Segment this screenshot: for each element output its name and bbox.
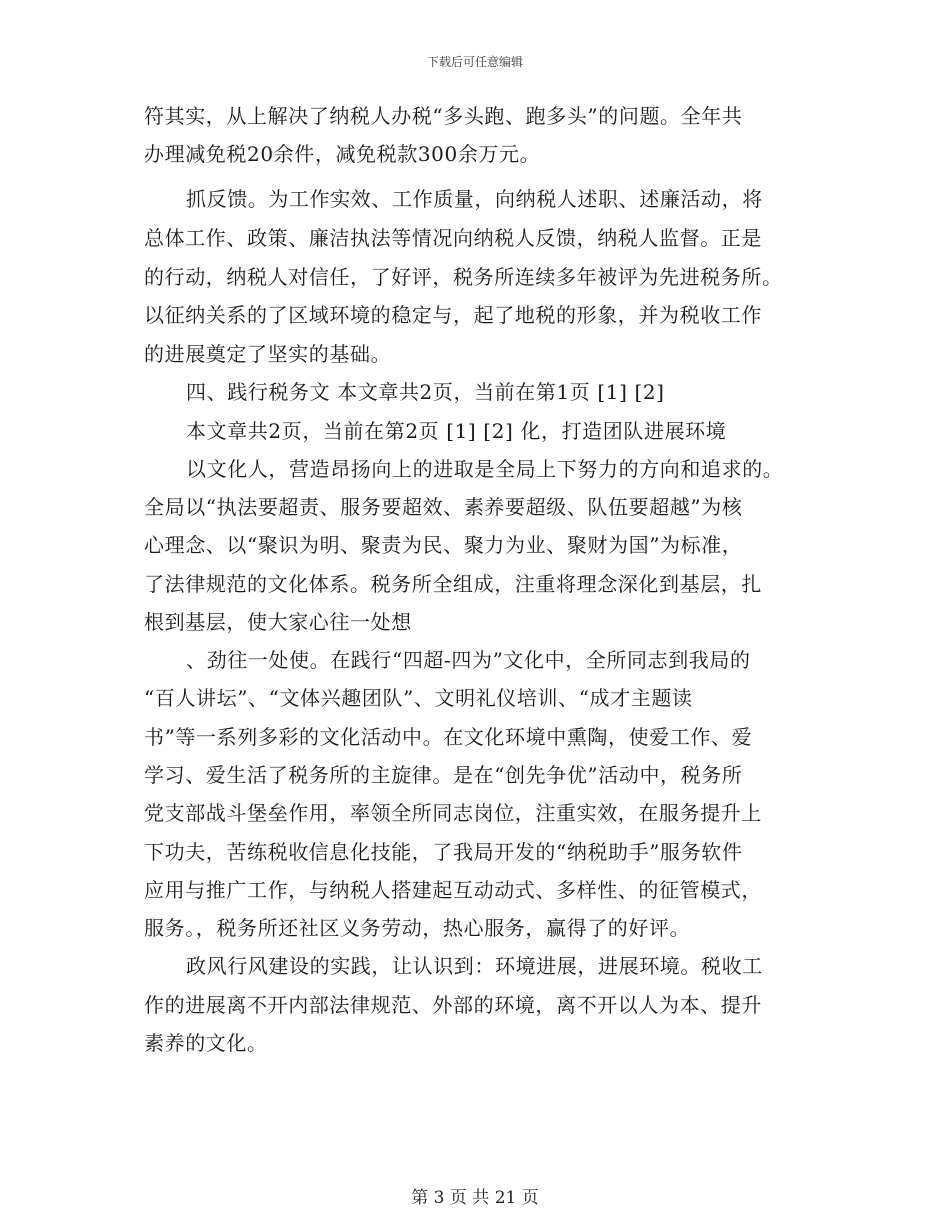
body-line: 心理念、以“聚识为明、聚责为民、聚力为业、聚财为国”为标准， [144,533,743,557]
page-footer: 第 3 页 共 21 页 [411,1188,539,1208]
body-line: 全局以“执法要超责、服务要超效、素养要超级、队伍要超越”为核 [144,495,743,519]
body-line: 应用与推广工作，与纳税人搭建起互动动式、多样性、的征管模式， [144,878,762,902]
body-line: 以文化人，营造昂扬向上的进取是全局上下努力的方向和追求的。 [186,457,784,481]
body-line: 本文章共2页，当前在第2页 [1] [2] 化，打造团队进展环境 [186,419,727,443]
body-line: 总体工作、政策、廉洁执法等情况向纳税人反馈，纳税人监督。正是 [144,226,762,250]
page-header: 下载后可任意编辑 [426,55,523,69]
body-line: 的进展奠定了坚实的基础。 [144,342,392,366]
body-line: 党支部战斗堡垒作用，率领全所同志岗位，注重实效，在服务提升上 [144,801,762,825]
body-line: 符其实，从上解决了纳税人办税“多头跑、跑多头”的问题。全年共 [144,104,743,128]
body-line: 学习、爱生活了税务所的主旋律。是在“创先争优”活动中，税务所 [144,763,743,787]
body-line: 办理减免税20余件，减免税款300余万元。 [144,142,541,166]
body-line: 政风行风建设的实践，让认识到：环境进展，进展环境。税收工 [186,954,763,978]
body-line: 书”等一系列多彩的文化活动中。在文化环境中熏陶，使爱工作、爱 [144,725,753,749]
body-line: 作的进展离不开内部法律规范、外部的环境，离不开以人为本、提升 [144,993,762,1017]
body-line: 服务。，税务所还社区义务劳动，热心服务，赢得了的好评。 [144,916,691,940]
body-line: 四、践行税务文 本文章共2页，当前在第1页 [1] [2] [186,380,665,404]
body-line: 素养的文化。 [144,1031,268,1055]
body-line: 下功夫，苦练税收信息化技能，了我局开发的“纳税助手”服务软件 [144,840,743,864]
body-line: 抓反馈。为工作实效、工作质量，向纳税人述职、述廉活动，将 [186,187,763,211]
body-line: “百人讲坛”、“文体兴趣团队”、文明礼仪培训、“成才主题读 [144,686,693,710]
body-line: 以征纳关系的了区域环境的稳定与，起了地税的形象，并为税收工作 [144,303,762,327]
body-line: 了法律规范的文化体系。税务所全组成，注重将理念深化到基层，扎 [144,572,762,596]
body-line: 、劲往一处使。在践行“四超-四为”文化中，全所同志到我局的 [186,648,751,672]
body-line: 根到基层，使大家心往一处想 [144,610,412,634]
body-line: 的行动，纳税人对信任，了好评，税务所连续多年被评为先进税务所。 [144,265,783,289]
